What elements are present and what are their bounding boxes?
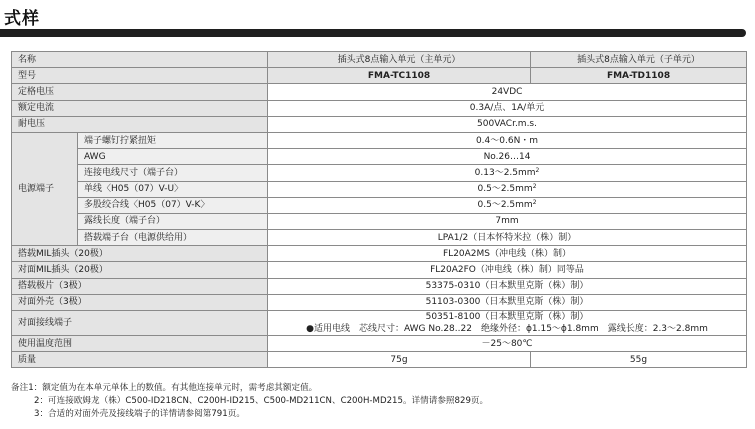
row-value: 51103-0300（日本默里克斯（株）制） xyxy=(268,294,747,310)
row-value: 0.13～2.5mm xyxy=(474,167,536,178)
applicable-wire-spec: ●适用电线 芯线尺寸：AWG No.28..22 绝缘外径：ϕ1.15～ϕ1.8mm 露线长度：2.3～2.8mm xyxy=(306,324,708,334)
header-sub-unit: 插头式8点输入单元（子单元） xyxy=(531,52,747,68)
table-row-power-terminal xyxy=(12,181,747,197)
table-row-mating-contact xyxy=(12,311,747,336)
model-sub: FMA-TD1108 xyxy=(531,68,747,84)
row-value: 0.3A/点、1A/单元 xyxy=(268,100,747,116)
footnote-2: 2：可连接欧姆龙（株）C500-ID218CN、C200H-ID215、C500-MD211CN、C200H-MD215。详情请参照829页。 xyxy=(34,396,489,406)
row-value: 0.5～2.5mm xyxy=(477,184,533,195)
row-value: No.26…14 xyxy=(268,149,747,165)
sub-row-label: 端子螺钉拧紧扭矩 xyxy=(78,132,268,148)
table-row-mil-plug xyxy=(12,246,747,262)
table-row-temperature xyxy=(12,336,747,352)
row-value: 0.5～2.5mm xyxy=(477,200,533,211)
unit-superscript: 2 xyxy=(532,183,537,191)
table-row-name xyxy=(12,52,747,68)
row-value-cell xyxy=(268,165,747,181)
row-label: 定格电压 xyxy=(12,84,268,100)
sub-row-label: 多股绞合线〈H05（07）V-K〉 xyxy=(78,197,268,213)
table-row-pole-piece xyxy=(12,278,747,294)
group-label: 电源端子 xyxy=(12,132,78,245)
sub-row-label: AWG xyxy=(78,149,268,165)
page-title: 式样 xyxy=(4,9,40,29)
row-label: 搭载MIL插头（20极） xyxy=(12,246,268,262)
spec-table xyxy=(11,51,747,368)
row-label: 耐电压 xyxy=(12,116,268,132)
row-label: 对面外壳（3极） xyxy=(12,294,268,310)
row-value-cell xyxy=(268,197,747,213)
table-row-power-terminal xyxy=(12,132,747,148)
row-value: 500VACr.m.s. xyxy=(268,116,747,132)
row-value: 7mm xyxy=(268,213,747,229)
mass-main: 75g xyxy=(268,352,531,368)
table-row-mating-housing xyxy=(12,294,747,310)
table-row-rated-current xyxy=(12,100,747,116)
title-underline-bar xyxy=(0,29,746,37)
row-value: 53375-0310（日本默里克斯（株）制） xyxy=(268,278,747,294)
footnote-1: 备注1：额定值为在本单元单体上的数值。有其他连接单元时，需考虑其额定值。 xyxy=(11,383,318,393)
table-row-power-terminal xyxy=(12,149,747,165)
row-value: 50351-8100（日本默里克斯（株）制） xyxy=(425,312,589,322)
row-value: FL20A2MS（冲电线（株）制） xyxy=(268,246,747,262)
row-label: 型号 xyxy=(12,68,268,84)
table-row-model xyxy=(12,68,747,84)
table-row-power-terminal xyxy=(12,213,747,229)
row-label: 名称 xyxy=(12,52,268,68)
mass-sub: 55g xyxy=(531,352,747,368)
row-value: －25～80℃ xyxy=(268,336,747,352)
sub-row-label: 单线〈H05（07）V-U〉 xyxy=(78,181,268,197)
row-value-cell xyxy=(268,311,747,336)
table-row-rated-voltage xyxy=(12,84,747,100)
footnote-3: 3：合适的对面外壳及接线端子的详情请参阅第791页。 xyxy=(34,409,245,419)
model-main: FMA-TC1108 xyxy=(268,68,531,84)
row-value: FL20A2FO（冲电线（株）制）同等品 xyxy=(268,262,747,278)
unit-superscript: 2 xyxy=(535,166,540,174)
row-label: 质量 xyxy=(12,352,268,368)
row-label: 额定电流 xyxy=(12,100,268,116)
row-value: 0.4～0.6N・m xyxy=(268,132,747,148)
unit-superscript: 2 xyxy=(532,199,537,207)
row-label: 搭载极片（3极） xyxy=(12,278,268,294)
row-label: 使用温度范围 xyxy=(12,336,268,352)
footnotes xyxy=(11,382,488,421)
row-label: 对面MIL插头（20极） xyxy=(12,262,268,278)
row-value-cell xyxy=(268,181,747,197)
row-value: 24VDC xyxy=(268,84,747,100)
header-main-unit: 插头式8点输入单元（主单元） xyxy=(268,52,531,68)
row-label: 对面接线端子 xyxy=(12,311,268,336)
table-row-power-terminal xyxy=(12,197,747,213)
sub-row-label: 连接电线尺寸（端子台） xyxy=(78,165,268,181)
sub-row-label: 搭载端子台（电源供给用） xyxy=(78,230,268,246)
table-row-power-terminal xyxy=(12,165,747,181)
sub-row-label: 露线长度（端子台） xyxy=(78,213,268,229)
table-row-mating-mil xyxy=(12,262,747,278)
table-row-mass xyxy=(12,352,747,368)
table-row-withstand-voltage xyxy=(12,116,747,132)
table-row-power-terminal xyxy=(12,230,747,246)
row-value: LPA1/2（日本怀特米拉（株）制） xyxy=(268,230,747,246)
